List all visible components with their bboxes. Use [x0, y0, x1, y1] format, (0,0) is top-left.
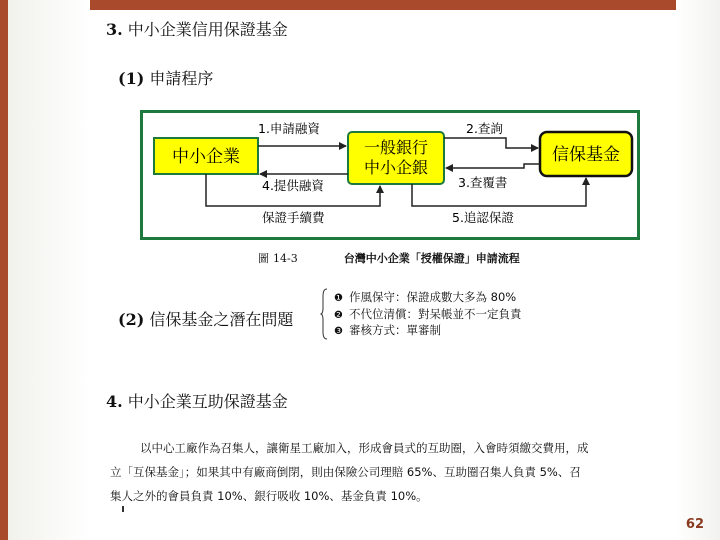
issue-1-text: 作風保守：保證成數大多為 80%: [349, 290, 517, 304]
slide-left-shade: [8, 0, 90, 540]
figure-caption: [258, 250, 520, 266]
issues-brace: [320, 288, 328, 340]
section-4-number: 4.: [106, 392, 123, 411]
figure-label: 圖 14-3: [258, 252, 298, 265]
bank-node-label-1: 一般銀行: [363, 138, 429, 157]
inquire-label: 2.查詢: [466, 121, 503, 136]
subsection-2-number: (2): [118, 310, 145, 329]
paragraph-line-1: 以中心工廠作為召集人，讓衛星工廠加入，形成會員式的互助圈，入會時須繳交費用，成: [140, 441, 589, 455]
fund-node-label: 信保基金: [552, 145, 620, 165]
issue-3-text: 審核方式：單審制: [349, 323, 441, 337]
section-3-title: 中小企業信用保證基金: [127, 20, 288, 39]
subsection-2-title: 信保基金之潛在問題: [149, 310, 294, 329]
page-number: 62: [685, 517, 704, 532]
apply-label: 1.申請融資: [258, 121, 320, 136]
figure-caption-text: 台灣中小企業「授權保證」申請流程: [343, 252, 520, 265]
sme-node-label: 中小企業: [172, 147, 240, 167]
reply-arrow: [446, 164, 540, 168]
slide-right-shade: [676, 0, 720, 540]
slide-top-bar: [0, 0, 720, 10]
issue-1-marker: ❶: [334, 293, 343, 304]
subsection-1-number: (1): [118, 69, 145, 88]
slide-left-bar: [0, 0, 8, 540]
section-3-number: 3.: [106, 20, 123, 39]
subsection-2-heading: [118, 307, 293, 330]
application-flow-diagram: [140, 110, 640, 244]
subsection-1-heading: [118, 66, 213, 89]
stray-mark: [122, 506, 124, 512]
section-3-heading: [106, 17, 288, 40]
issues-list: [334, 290, 522, 340]
issue-3-marker: ❸: [334, 326, 343, 337]
issue-2-marker: ❷: [334, 309, 343, 321]
section-4-title: 中小企業互助保證基金: [127, 392, 288, 411]
list-item: [334, 323, 522, 340]
list-item: [334, 290, 522, 307]
paragraph-line-3: 集人之外的會員負責 10%、銀行吸收 10%、基金負責 10%。: [110, 489, 428, 503]
list-item: [334, 307, 522, 324]
bank-node-label-2: 中小企銀: [363, 158, 429, 177]
mutual-guarantee-paragraph: [110, 436, 672, 508]
provide-label: 4.提供融資: [262, 178, 324, 193]
inquire-arrow: [444, 138, 538, 148]
fee-label: 保證手續費: [262, 210, 325, 225]
confirm-label: 5.追認保證: [452, 210, 514, 225]
section-4-heading: [106, 389, 288, 412]
issue-2-text: 不代位清償：對呆帳並不一定負責: [349, 306, 522, 321]
subsection-1-title: 申請程序: [149, 69, 214, 88]
reply-label: 3.查覆書: [458, 175, 508, 190]
paragraph-line-2: 立「互保基金」；如果其中有廠商倒閉，則由保險公司理賠 65%、互助圈召集人負責 5%、召: [110, 465, 581, 479]
